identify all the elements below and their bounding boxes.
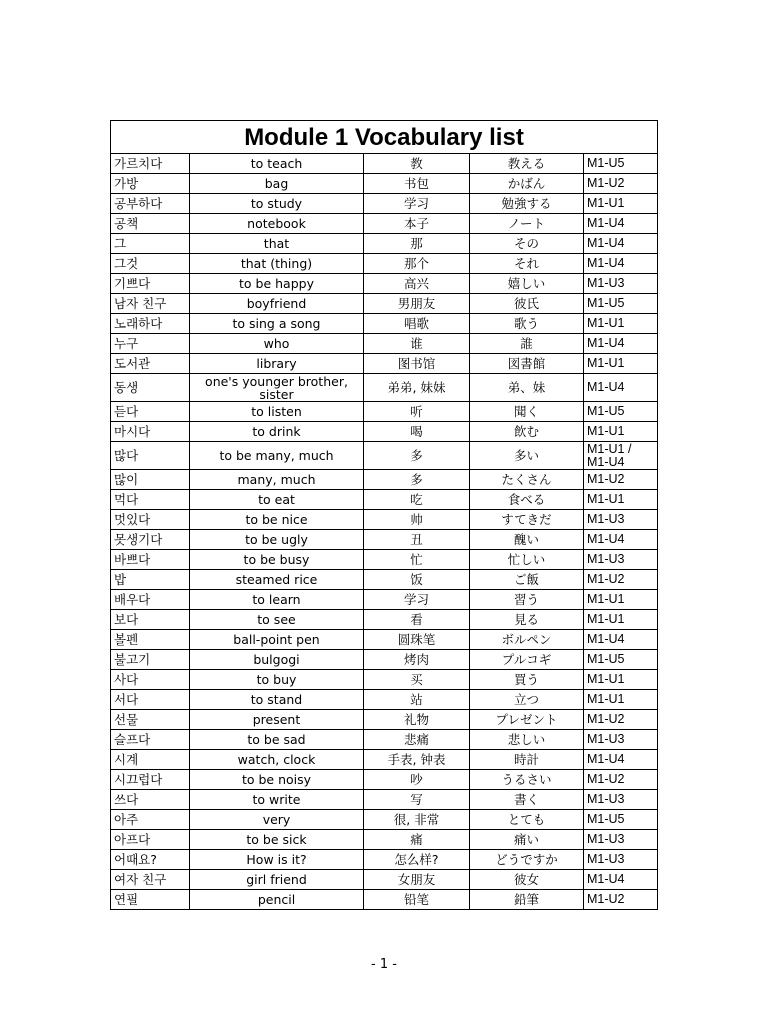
table-row xyxy=(111,470,658,490)
unit-code: M1-U4 xyxy=(584,870,658,890)
korean-word: 가르치다 xyxy=(111,154,190,174)
korean-word: 보다 xyxy=(111,610,190,630)
english-meaning: How is it? xyxy=(190,850,364,870)
chinese-meaning: 吃 xyxy=(364,490,470,510)
table-row xyxy=(111,810,658,830)
japanese-meaning: 忙しい xyxy=(470,550,584,570)
chinese-meaning: 圆珠笔 xyxy=(364,630,470,650)
english-meaning: to be many, much xyxy=(190,442,364,470)
chinese-meaning: 学习 xyxy=(364,194,470,214)
chinese-meaning: 那个 xyxy=(364,254,470,274)
chinese-meaning: 教 xyxy=(364,154,470,174)
japanese-meaning: 悲しい xyxy=(470,730,584,750)
korean-word: 공책 xyxy=(111,214,190,234)
japanese-meaning: 飲む xyxy=(470,422,584,442)
unit-code: M1-U2 xyxy=(584,770,658,790)
unit-code: M1-U4 xyxy=(584,254,658,274)
unit-code: M1-U4 xyxy=(584,630,658,650)
korean-word: 서다 xyxy=(111,690,190,710)
korean-word: 많이 xyxy=(111,470,190,490)
japanese-meaning: その xyxy=(470,234,584,254)
english-meaning: to be sick xyxy=(190,830,364,850)
korean-word: 볼펜 xyxy=(111,630,190,650)
unit-code: M1-U1 xyxy=(584,590,658,610)
english-meaning: library xyxy=(190,354,364,374)
chinese-meaning: 买 xyxy=(364,670,470,690)
english-meaning: to drink xyxy=(190,422,364,442)
unit-code: M1-U1 xyxy=(584,354,658,374)
english-meaning: to see xyxy=(190,610,364,630)
table-row xyxy=(111,650,658,670)
korean-word: 밥 xyxy=(111,570,190,590)
chinese-meaning: 喝 xyxy=(364,422,470,442)
table-row xyxy=(111,770,658,790)
table-row xyxy=(111,510,658,530)
chinese-meaning: 本子 xyxy=(364,214,470,234)
unit-code: M1-U1 xyxy=(584,194,658,214)
unit-code: M1-U1 xyxy=(584,690,658,710)
korean-word: 남자 친구 xyxy=(111,294,190,314)
english-meaning: very xyxy=(190,810,364,830)
table-row xyxy=(111,830,658,850)
chinese-meaning: 悲痛 xyxy=(364,730,470,750)
english-meaning: bulgogi xyxy=(190,650,364,670)
korean-word: 선물 xyxy=(111,710,190,730)
korean-word: 동생 xyxy=(111,374,190,402)
unit-code: M1-U3 xyxy=(584,730,658,750)
unit-code: M1-U5 xyxy=(584,810,658,830)
korean-word: 가방 xyxy=(111,174,190,194)
english-meaning: to be busy xyxy=(190,550,364,570)
korean-word: 슬프다 xyxy=(111,730,190,750)
korean-word: 연필 xyxy=(111,890,190,910)
korean-word: 아프다 xyxy=(111,830,190,850)
japanese-meaning: 多い xyxy=(470,442,584,470)
unit-code: M1-U4 xyxy=(584,334,658,354)
japanese-meaning: 見る xyxy=(470,610,584,630)
japanese-meaning: どうですか xyxy=(470,850,584,870)
table-row xyxy=(111,750,658,770)
table-row xyxy=(111,194,658,214)
table-row xyxy=(111,670,658,690)
japanese-meaning: すてきだ xyxy=(470,510,584,530)
unit-code: M1-U4 xyxy=(584,234,658,254)
japanese-meaning: 歌う xyxy=(470,314,584,334)
unit-code: M1-U5 xyxy=(584,650,658,670)
english-meaning: to study xyxy=(190,194,364,214)
chinese-meaning: 手表, 钟表 xyxy=(364,750,470,770)
vocabulary-table xyxy=(110,120,658,910)
japanese-meaning: 弟、妹 xyxy=(470,374,584,402)
english-meaning: pencil xyxy=(190,890,364,910)
chinese-meaning: 那 xyxy=(364,234,470,254)
table-row xyxy=(111,314,658,334)
japanese-meaning: 彼氏 xyxy=(470,294,584,314)
korean-word: 불고기 xyxy=(111,650,190,670)
chinese-meaning: 饭 xyxy=(364,570,470,590)
japanese-meaning: 教える xyxy=(470,154,584,174)
english-meaning: that (thing) xyxy=(190,254,364,274)
japanese-meaning: うるさい xyxy=(470,770,584,790)
chinese-meaning: 听 xyxy=(364,402,470,422)
japanese-meaning: 習う xyxy=(470,590,584,610)
table-row xyxy=(111,610,658,630)
korean-word: 먹다 xyxy=(111,490,190,510)
chinese-meaning: 烤肉 xyxy=(364,650,470,670)
unit-code: M1-U5 xyxy=(584,294,658,314)
english-meaning: to sing a song xyxy=(190,314,364,334)
japanese-meaning: 立つ xyxy=(470,690,584,710)
unit-code: M1-U3 xyxy=(584,830,658,850)
unit-code: M1-U4 xyxy=(584,750,658,770)
english-meaning: boyfriend xyxy=(190,294,364,314)
unit-code: M1-U2 xyxy=(584,890,658,910)
table-row xyxy=(111,710,658,730)
english-meaning: one's younger brother, sister xyxy=(190,374,364,402)
korean-word: 못생기다 xyxy=(111,530,190,550)
japanese-meaning: ボルペン xyxy=(470,630,584,650)
japanese-meaning: それ xyxy=(470,254,584,274)
table-row xyxy=(111,274,658,294)
chinese-meaning: 铅笔 xyxy=(364,890,470,910)
unit-code: M1-U3 xyxy=(584,510,658,530)
unit-code: M1-U3 xyxy=(584,274,658,294)
chinese-meaning: 书包 xyxy=(364,174,470,194)
unit-code: M1-U1 xyxy=(584,670,658,690)
unit-code: M1-U1 / M1-U4 xyxy=(584,442,658,470)
unit-code: M1-U5 xyxy=(584,402,658,422)
table-row xyxy=(111,354,658,374)
japanese-meaning: 鉛筆 xyxy=(470,890,584,910)
table-row xyxy=(111,154,658,174)
english-meaning: to eat xyxy=(190,490,364,510)
table-row xyxy=(111,890,658,910)
japanese-meaning: 食べる xyxy=(470,490,584,510)
chinese-meaning: 站 xyxy=(364,690,470,710)
japanese-meaning: 嬉しい xyxy=(470,274,584,294)
chinese-meaning: 吵 xyxy=(364,770,470,790)
unit-code: M1-U3 xyxy=(584,850,658,870)
chinese-meaning: 高兴 xyxy=(364,274,470,294)
table-row xyxy=(111,590,658,610)
chinese-meaning: 痛 xyxy=(364,830,470,850)
chinese-meaning: 很, 非常 xyxy=(364,810,470,830)
japanese-meaning: 痛い xyxy=(470,830,584,850)
table-row xyxy=(111,550,658,570)
korean-word: 마시다 xyxy=(111,422,190,442)
korean-word: 노래하다 xyxy=(111,314,190,334)
japanese-meaning: 醜い xyxy=(470,530,584,550)
table-row xyxy=(111,630,658,650)
chinese-meaning: 写 xyxy=(364,790,470,810)
korean-word: 어때요? xyxy=(111,850,190,870)
japanese-meaning: 書く xyxy=(470,790,584,810)
english-meaning: to be ugly xyxy=(190,530,364,550)
english-meaning: to be nice xyxy=(190,510,364,530)
unit-code: M1-U1 xyxy=(584,490,658,510)
english-meaning: watch, clock xyxy=(190,750,364,770)
english-meaning: to write xyxy=(190,790,364,810)
english-meaning: to be happy xyxy=(190,274,364,294)
japanese-meaning: ノート xyxy=(470,214,584,234)
japanese-meaning: とても xyxy=(470,810,584,830)
korean-word: 시끄럽다 xyxy=(111,770,190,790)
japanese-meaning: 誰 xyxy=(470,334,584,354)
chinese-meaning: 弟弟, 妹妹 xyxy=(364,374,470,402)
english-meaning: that xyxy=(190,234,364,254)
japanese-meaning: 聞く xyxy=(470,402,584,422)
japanese-meaning: 彼女 xyxy=(470,870,584,890)
chinese-meaning: 多 xyxy=(364,470,470,490)
korean-word: 기쁘다 xyxy=(111,274,190,294)
table-row xyxy=(111,690,658,710)
chinese-meaning: 男朋友 xyxy=(364,294,470,314)
table-row xyxy=(111,294,658,314)
chinese-meaning: 怎么样? xyxy=(364,850,470,870)
english-meaning: notebook xyxy=(190,214,364,234)
korean-word: 아주 xyxy=(111,810,190,830)
chinese-meaning: 忙 xyxy=(364,550,470,570)
table-row xyxy=(111,870,658,890)
japanese-meaning: かばん xyxy=(470,174,584,194)
table-row xyxy=(111,214,658,234)
unit-code: M1-U3 xyxy=(584,790,658,810)
chinese-meaning: 唱歌 xyxy=(364,314,470,334)
table-row xyxy=(111,422,658,442)
korean-word: 듣다 xyxy=(111,402,190,422)
english-meaning: who xyxy=(190,334,364,354)
table-row xyxy=(111,790,658,810)
table-row xyxy=(111,234,658,254)
unit-code: M1-U2 xyxy=(584,570,658,590)
table-row xyxy=(111,334,658,354)
table-row xyxy=(111,850,658,870)
japanese-meaning: 図書館 xyxy=(470,354,584,374)
korean-word: 도서관 xyxy=(111,354,190,374)
table-row xyxy=(111,730,658,750)
unit-code: M1-U4 xyxy=(584,374,658,402)
english-meaning: to listen xyxy=(190,402,364,422)
korean-word: 쓰다 xyxy=(111,790,190,810)
unit-code: M1-U1 xyxy=(584,610,658,630)
japanese-meaning: プルコギ xyxy=(470,650,584,670)
table-row xyxy=(111,442,658,470)
korean-word: 많다 xyxy=(111,442,190,470)
unit-code: M1-U2 xyxy=(584,710,658,730)
korean-word: 바쁘다 xyxy=(111,550,190,570)
chinese-meaning: 帅 xyxy=(364,510,470,530)
unit-code: M1-U5 xyxy=(584,154,658,174)
english-meaning: to stand xyxy=(190,690,364,710)
english-meaning: to teach xyxy=(190,154,364,174)
english-meaning: to learn xyxy=(190,590,364,610)
english-meaning: to be noisy xyxy=(190,770,364,790)
page-number: - 1 - xyxy=(371,957,397,972)
chinese-meaning: 女朋友 xyxy=(364,870,470,890)
english-meaning: girl friend xyxy=(190,870,364,890)
chinese-meaning: 谁 xyxy=(364,334,470,354)
korean-word: 사다 xyxy=(111,670,190,690)
unit-code: M1-U1 xyxy=(584,314,658,334)
japanese-meaning: ご飯 xyxy=(470,570,584,590)
unit-code: M1-U2 xyxy=(584,174,658,194)
chinese-meaning: 丑 xyxy=(364,530,470,550)
english-meaning: to be sad xyxy=(190,730,364,750)
chinese-meaning: 礼物 xyxy=(364,710,470,730)
table-row xyxy=(111,530,658,550)
unit-code: M1-U3 xyxy=(584,550,658,570)
korean-word: 배우다 xyxy=(111,590,190,610)
korean-word: 누구 xyxy=(111,334,190,354)
japanese-meaning: たくさん xyxy=(470,470,584,490)
unit-code: M1-U2 xyxy=(584,470,658,490)
korean-word: 공부하다 xyxy=(111,194,190,214)
unit-code: M1-U1 xyxy=(584,422,658,442)
japanese-meaning: 時計 xyxy=(470,750,584,770)
korean-word: 그 xyxy=(111,234,190,254)
chinese-meaning: 看 xyxy=(364,610,470,630)
chinese-meaning: 图书馆 xyxy=(364,354,470,374)
page-title: Module 1 Vocabulary list xyxy=(111,121,658,154)
english-meaning: many, much xyxy=(190,470,364,490)
korean-word: 시계 xyxy=(111,750,190,770)
table-row xyxy=(111,174,658,194)
japanese-meaning: 勉強する xyxy=(470,194,584,214)
chinese-meaning: 学习 xyxy=(364,590,470,610)
english-meaning: ball-point pen xyxy=(190,630,364,650)
chinese-meaning: 多 xyxy=(364,442,470,470)
table-row xyxy=(111,254,658,274)
english-meaning: to buy xyxy=(190,670,364,690)
unit-code: M1-U4 xyxy=(584,530,658,550)
table-row xyxy=(111,570,658,590)
english-meaning: present xyxy=(190,710,364,730)
table-row xyxy=(111,490,658,510)
japanese-meaning: 買う xyxy=(470,670,584,690)
table-row xyxy=(111,374,658,402)
korean-word: 여자 친구 xyxy=(111,870,190,890)
title-row xyxy=(111,121,658,154)
english-meaning: bag xyxy=(190,174,364,194)
unit-code: M1-U4 xyxy=(584,214,658,234)
korean-word: 그것 xyxy=(111,254,190,274)
english-meaning: steamed rice xyxy=(190,570,364,590)
table-row xyxy=(111,402,658,422)
japanese-meaning: プレゼント xyxy=(470,710,584,730)
korean-word: 멋있다 xyxy=(111,510,190,530)
vocabulary-sheet xyxy=(110,120,657,910)
